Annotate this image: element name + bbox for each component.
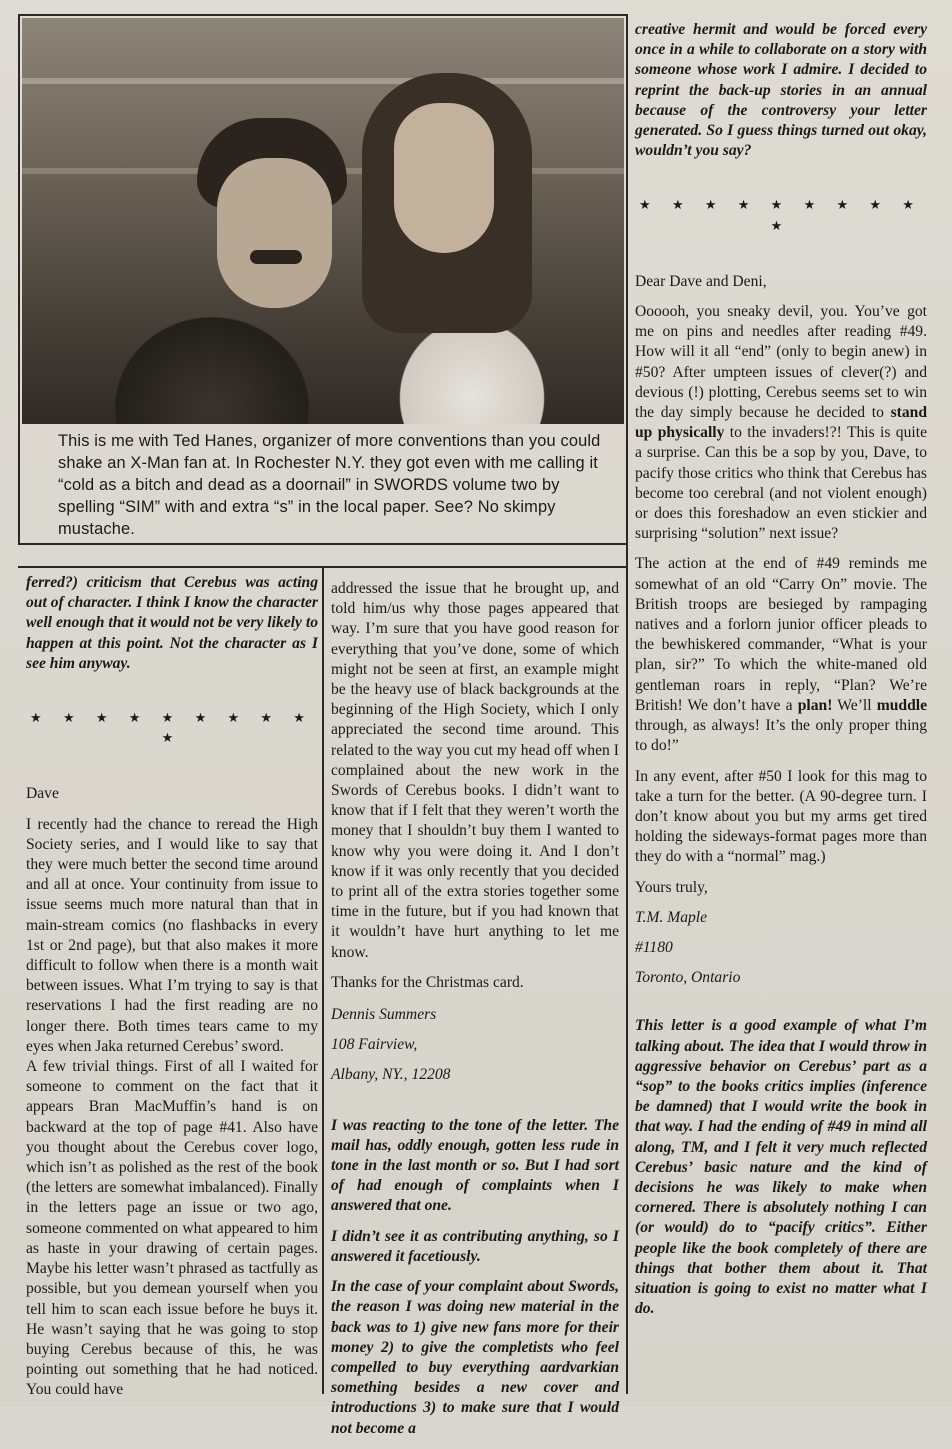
signature-address: 108 Fairview, [331,1036,418,1054]
letter-text: The action at the end of #49 reminds me somewhat of an old “Carry On” movie. The British troops are besieged by rampaging natives and a forlorn junior officer pleads to the bewhiskered commander, “What is your plan, sir?” To which the white-maned old gentleman roars in reply, “Plan? We’re British! We don’t have a [635,555,927,714]
letter-paragraph: I recently had the chance to reread the High Society series, and I would like to say that they were much better the second time around and all at once. Your continuity from issue to issue seems much more natural than that in main-stream comics (no flashbacks in every 1st or 2nd page), but that also makes it more difficult to follow when there is a month wait between issues. What I’m trying to say is that reservations I had the first reading are no longer there. Both times tears came to my eyes when Jaka returned Cerebus’ sword. [26,815,318,1055]
letter-emphasis: muddle [876,696,928,714]
editor-reply: This letter is a good example of what I’m talking about. The idea that I would throw in aggressive behavior on Cerebus’ part as a “sop” to the books critics implies (inference be damned) that I would write the book in that way. I had the ending of #49 in mind all along, TM, and I felt it very much reflected Cerebus’ basic nature and the kind of decisions he was likely to make when cornered. There is absolutely nothing I can (or would) do to “pacify critics”. Either people like the book completely of there are things that bother them about it. That situation is going to exist no matter what I do. [635,1017,927,1318]
letter-text: through, as always! It’s the only proper thing to do!” [635,717,927,755]
editor-reply-continued: ferred?) criticism that Cerebus was acting out of character. I think I know the character well enough that it would not be very likely to happen at this point. Not the character as I see him anyway. [26,574,318,672]
letter-paragraph: addressed the issue that he brought up, and told him/us why those pages appeared that way. I’m sure that you have good reason for everything that you’ve done, some of which might not be seen at first, an example might be the heavy use of black backgrounds at the beginning of the High Society, which I only appreciated the second time around. This related to the way you cut my head off when I complained about the new work in the Swords of Cerebus books. I didn’t want to know that if I felt that they weren’t worth the money that I shouldn’t buy them I wanted to know why you were doing it. And I don’t know if it was only recently that you decided to print all of the extra stories together some time in the future, but if you had known that it wouldn’t have hurt anything to let me know. [331,580,619,961]
letter-text: Oooooh, you sneaky devil, you. You’ve got me on pins and needles after reading #49. How will it all “end” (only to begin anew) in #50? After umpteen issues of clever(?) and devious (!) plotting, Cerebus seems set to win the day simply because he decided to [635,303,927,422]
star-separator: ★ ★ ★ ★ ★ ★ ★ ★ ★ ★ [30,710,314,746]
column-divider-middle [322,568,324,1394]
signature-city: Toronto, Ontario [635,969,741,987]
right-column [635,20,927,1329]
photo-caption [58,430,618,540]
editor-reply: I didn’t see it as contributing anything, so I answered it facetiously. [331,1227,619,1265]
signature-city: Albany, NY., 12208 [331,1066,451,1084]
photo-mustache [250,250,302,264]
letter-closing: Yours truly, [635,878,708,896]
photo-person-right-face [394,103,494,253]
editor-reply: In the case of your complaint about Swords, the reason I was doing new material in the back was to 1) give new fans more for their money 2) to give the completists who feel compelled to buy everything aardvarkian something besides a new cover and introductions 3) to make sure that I would not become a [331,1278,619,1437]
editor-reply: I was reacting to the tone of the letter. The mail has, oddly enough, gotten less rude in tone in the last month or so. But I had sort of had enough of complaints when I answered that one. [331,1116,619,1215]
star-separator: ★ ★ ★ ★ ★ ★ ★ ★ ★ ★ [639,197,923,233]
letter-paragraph: Thanks for the Christmas card. [331,973,524,991]
signature-name: T.M. Maple [635,908,708,926]
photo-background-shelf [22,78,624,84]
photo-caption-text: This is me with Ted Hanes, organizer of more conventions than you could shake an X-Man fan at. In Rochester N.Y. they got even with me calling it “cold as a bitch and dead as a doornail” in SWORDS volume two by spelling “SIM” with and extra “s” in the local paper. See? No skimpy mustache. [58,432,601,538]
column-divider-right [626,14,628,1394]
photo-box-top-border [18,14,628,16]
photo-box-left-border [18,14,20,544]
signature-number: #1180 [635,938,673,956]
letter-text: We’ll [832,696,877,714]
letter-paragraph [635,302,927,544]
editor-reply-continued: creative hermit and would be forced every once in a while to collaborate on a story with someone whose work I admire. I decided to reprint the back-up stories in an annual because of the controversy your letter generated. So I guess things turned out okay, wouldn’t you say? [635,21,927,160]
photo-person-left-face [217,158,332,308]
letter-paragraph: In any event, after #50 I look for this mag to take a turn for the better. (A 90-degree turn. I don’t know about you but my arms get tired holding the sideways-format pages more than they do with a “normal” mag.) [635,767,927,866]
letter-greeting: Dear Dave and Deni, [635,272,767,290]
left-column [26,573,318,1401]
signature-name: Dennis Summers [331,1006,437,1024]
letter-emphasis: plan! [797,696,833,714]
letter-text: to the invaders!?! This is quite a surprise. Can this be a sop by you, Dave, to pacify those critics who think that Cerebus has become too cerebral (and not violent enough) or does this foreshadow an even stickier and surprising “solution” next issue? [635,424,927,543]
photo-box-bottom-rule [18,543,628,545]
letter-paragraph: A few trivial things. First of all I waited for someone to comment on the fact that it appears Bran MacMuffin’s hand is on backward at the top of page #41. Also have you thought about the Cerebus cover logo, which isn’t as polished as the rest of the book (the letters are somewhat imbalanced). Finally in the letters page an issue or two ago, someone commented on what appeared to him as haste in your drawing of certain pages. Maybe his letter wasn’t phrased as tactfully as possible, but you demean yourself when you tell him to scan each issue before he buys it. He wasn’t saying that he was going to stop buying Cerebus because of this, he was pointing out something that he had noticed. You could have [26,1058,318,1399]
letter-paragraph [635,554,927,756]
letter-emphasis: stand up physically [635,404,927,442]
letter-greeting: Dave [26,785,59,803]
convention-photo [22,18,624,424]
middle-column [331,579,619,1449]
